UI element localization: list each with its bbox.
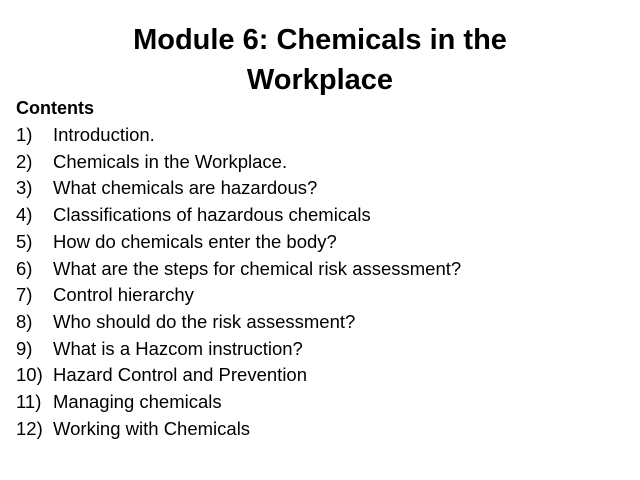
- list-item: [16, 149, 461, 176]
- list-item-text: Control hierarchy: [53, 284, 194, 306]
- list-item-number: 4): [16, 204, 33, 226]
- list-item-number: 11): [16, 391, 42, 413]
- list-item-text: Who should do the risk assessment?: [53, 310, 356, 332]
- list-item-number: 5): [16, 230, 33, 252]
- slide-title-line-1: Module 6: Chemicals in the: [133, 24, 507, 56]
- contents-heading: Contents: [16, 98, 94, 118]
- list-item: [16, 336, 461, 363]
- list-item-text: Classifications of hazardous chemicals: [53, 204, 371, 226]
- list-item-text: Introduction.: [53, 124, 155, 145]
- list-item-number: 8): [16, 310, 33, 332]
- list-item: [16, 202, 461, 229]
- contents-list: [16, 122, 461, 442]
- list-item-text: What chemicals are hazardous?: [53, 177, 318, 199]
- list-item: [16, 229, 461, 256]
- list-item: [16, 389, 461, 416]
- list-item-text: What are the steps for chemical risk assessment?: [53, 257, 462, 279]
- slide-title: [0, 20, 640, 100]
- list-item-text: How do chemicals enter the body?: [53, 230, 337, 252]
- list-item: [16, 416, 461, 443]
- list-item-number: 7): [16, 284, 33, 306]
- list-item: [16, 282, 461, 309]
- list-item: [16, 175, 461, 202]
- list-item: [16, 122, 461, 149]
- list-item-text: Chemicals in the Workplace.: [53, 150, 288, 172]
- list-item: [16, 256, 461, 283]
- list-item-number: 6): [16, 257, 33, 279]
- list-item-text: Working with Chemicals: [53, 417, 251, 439]
- list-item-number: 3): [16, 177, 33, 199]
- list-item-number: 2): [16, 150, 33, 172]
- list-item-number: 9): [16, 337, 33, 359]
- list-item-text: What is a Hazcom instruction?: [53, 337, 303, 359]
- list-item-text: Hazard Control and Prevention: [53, 364, 308, 386]
- list-item-text: Managing chemicals: [53, 391, 222, 413]
- list-item-number: 10): [16, 364, 43, 386]
- list-item: [16, 309, 461, 336]
- list-item-number: 1): [16, 124, 33, 145]
- list-item-number: 12): [16, 417, 43, 439]
- list-item: [16, 362, 461, 389]
- slide-title-line-2: Workplace: [246, 64, 394, 96]
